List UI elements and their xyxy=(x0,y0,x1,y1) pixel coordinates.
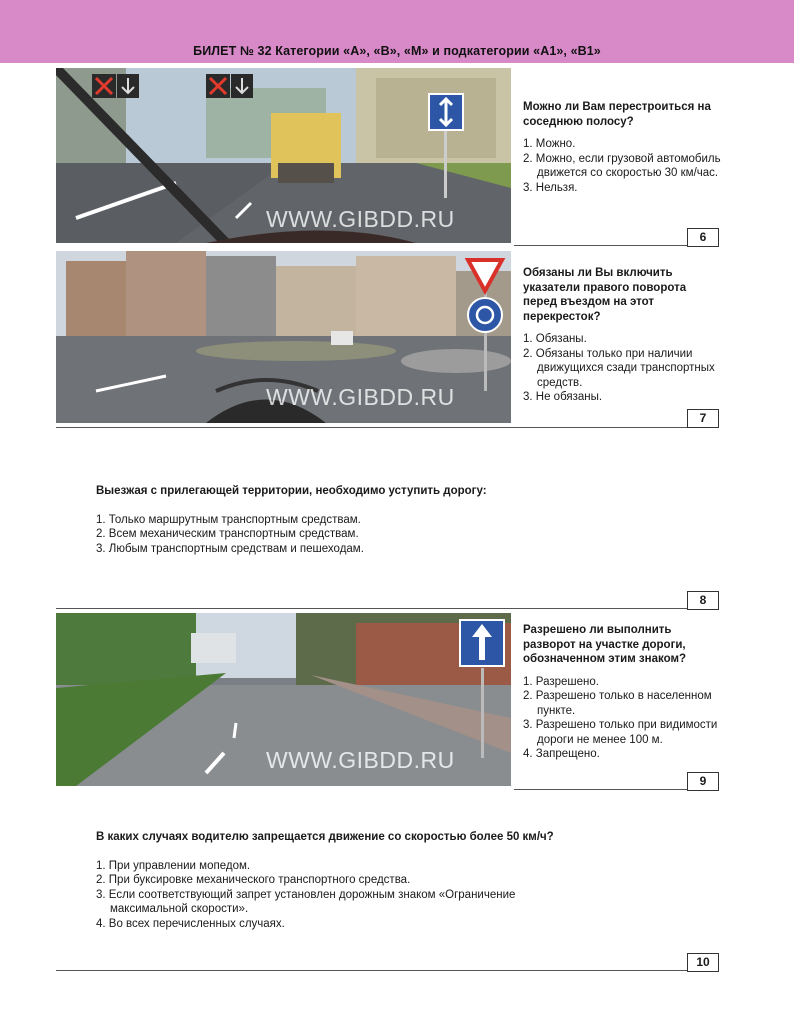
question-6-photo xyxy=(56,68,511,243)
question-10-title: В каких случаях водителю запрещается движение со скоростью более 50 км/ч? xyxy=(96,831,554,843)
question-6-option-3[interactable]: 3. Нельзя. xyxy=(523,181,578,194)
question-8-option-2[interactable]: 2. Всем механическим транспортным средствам. xyxy=(96,528,359,540)
question-10-divider xyxy=(56,970,718,971)
photo-watermark: WWW.GIBDD.RU xyxy=(266,384,455,410)
ticket-title: БИЛЕТ № 32 Категории «А», «В», «М» и подкатегории «А1», «В1» xyxy=(193,44,601,58)
question-10-number: 10 xyxy=(687,953,719,972)
question-7-divider xyxy=(56,427,718,428)
question-8-title: Выезжая с прилегающей территории, необходимо уступить дорогу: xyxy=(96,485,487,497)
question-9-option-4[interactable]: 4. Запрещено. xyxy=(523,748,600,760)
question-6-title: Можно ли Вам перестроиться на соседнюю полосу? xyxy=(523,101,711,128)
question-9-text xyxy=(523,623,723,762)
question-9-option-1[interactable]: 1. Разрешено. xyxy=(523,675,599,688)
question-8-divider xyxy=(56,608,718,609)
question-7-option-2[interactable]: 2. Обязаны только при наличии движущихся сзади транспортных средств. xyxy=(523,347,715,389)
question-10-option-4[interactable]: 4. Во всех перечисленных случаях. xyxy=(96,917,285,930)
ticket-header xyxy=(0,0,794,63)
question-6-option-1[interactable]: 1. Можно. xyxy=(523,138,576,150)
question-6-option-2[interactable]: 2. Можно, если грузовой автомобиль движется со скоростью 30 км/час. xyxy=(523,152,721,179)
question-7-text xyxy=(523,266,723,405)
question-10-option-1[interactable]: 1. При управлении мопедом. xyxy=(96,859,251,872)
question-7-photo xyxy=(56,251,511,423)
photo-watermark: WWW.GIBDD.RU xyxy=(266,206,455,232)
question-10-option-3[interactable]: 3. Если соответствующий запрет установлен дорожным знаком «Ограничение максимальной скорости». xyxy=(96,888,516,915)
question-7-option-3[interactable]: 3. Не обязаны. xyxy=(523,391,603,403)
question-8-number: 8 xyxy=(687,591,719,610)
question-8-text xyxy=(96,484,716,556)
question-10-option-2[interactable]: 2. При буксировке механического транспортного средства. xyxy=(96,874,411,886)
question-9-photo xyxy=(56,613,511,786)
question-7-title: Обязаны ли Вы включить указатели правого поворота перед въездом на этот перекресток? xyxy=(523,267,687,323)
question-10-text xyxy=(96,830,566,931)
question-6-text xyxy=(523,100,723,195)
question-9-option-3[interactable]: 3. Разрешено только при видимости дороги не менее 100 м. xyxy=(523,719,718,746)
question-7-option-1[interactable]: 1. Обязаны. xyxy=(523,333,587,345)
question-8-option-1[interactable]: 1. Только маршрутным транспортным средствам. xyxy=(96,513,361,526)
question-8-option-3[interactable]: 3. Любым транспортным средствам и пешеходам. xyxy=(96,542,364,555)
question-7-number: 7 xyxy=(687,409,719,428)
question-6-number: 6 xyxy=(687,228,719,247)
question-9-option-2[interactable]: 2. Разрешено только в населенном пункте. xyxy=(523,690,712,717)
question-9-number: 9 xyxy=(687,772,719,791)
question-9-title: Разрешено ли выполнить разворот на участке дороги, обозначенном этим знаком? xyxy=(523,624,686,665)
photo-watermark: WWW.GIBDD.RU xyxy=(266,747,455,773)
